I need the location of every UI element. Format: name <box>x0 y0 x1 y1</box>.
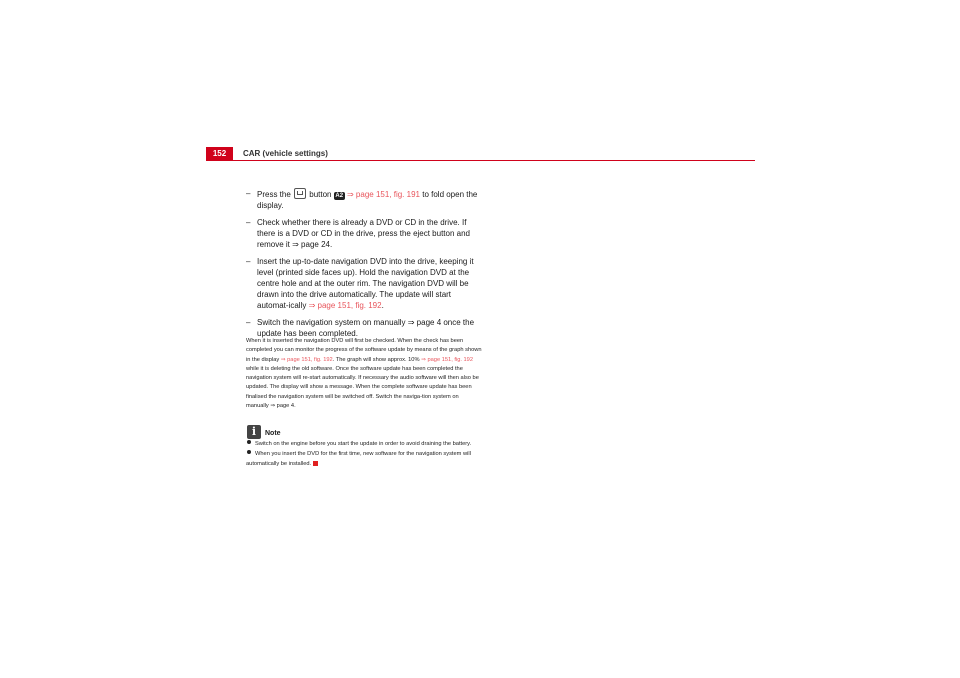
note-item: When you insert the DVD for the first time, new software for the navigation system will automatically be installed. <box>246 451 471 467</box>
step-4: – Switch the navigation system on manually ⇒ page 4 once the update has been completed. <box>246 318 475 338</box>
page-number: 152 <box>206 147 233 161</box>
step-dash: – <box>246 257 251 266</box>
page-reference-link[interactable]: ⇒ page 151, fig. 192 <box>421 356 474 363</box>
instruction-steps <box>246 188 481 345</box>
step-2: – Check whether there is already a DVD or CD in the drive. If there is a DVD or CD in the drive, press the eject button and remove it ⇒ page 24. <box>246 218 470 249</box>
step-dash: – <box>246 318 251 327</box>
display-fold-icon <box>294 188 306 199</box>
bullet-icon <box>247 440 251 444</box>
note-title: Note <box>265 430 281 437</box>
header-rule <box>206 160 755 161</box>
note-item: Switch on the engine before you start the update in order to avoid draining the battery. <box>246 440 486 449</box>
info-icon <box>247 425 261 439</box>
step-3: – Insert the up-to-date navigation DVD into the drive, keeping it level (printed side faces up). Hold the navigation DVD at the centre hole and at the outer rim. The navigation DVD will be drawn into the drive automatically. The update will start automat-ically ⇒ page 151, fig. 192. <box>246 257 474 310</box>
bullet-icon <box>247 450 251 454</box>
page-reference-link[interactable]: ⇒ page 151, fig. 192 <box>280 356 333 363</box>
end-of-section-icon <box>313 461 318 466</box>
step-1: – Press the button A2 ⇒ page 151, fig. 191 to fold open the display. <box>246 189 478 210</box>
note-list <box>246 440 486 470</box>
page-title: CAR (vehicle settings) <box>243 149 328 158</box>
callout-a2: A2 <box>335 193 344 199</box>
page-reference-link[interactable]: ⇒ page 151, fig. 192 <box>308 301 382 310</box>
body-paragraph: When it is inserted the navigation DVD will first be checked. When the check has been completed you can monitor the progress of the software update by means of the graph shown in the display ⇒ page 151, fig. 192. The graph will show approx. 10% ⇒ page 151, fig. 192 while it is deleting the old software. Once the software update has been completed the navigation system will re-start automatically. If necessary the audio software will then also be updated. The display will show a message. When the complete software update has been finalised the navigation system will be switched off. Switch the naviga-tion system on manually ⇒ page 4. <box>246 338 482 410</box>
step-dash: – <box>246 189 251 198</box>
step-dash: – <box>246 218 251 227</box>
page-reference-link[interactable]: page 151, fig. 191 <box>355 190 420 199</box>
